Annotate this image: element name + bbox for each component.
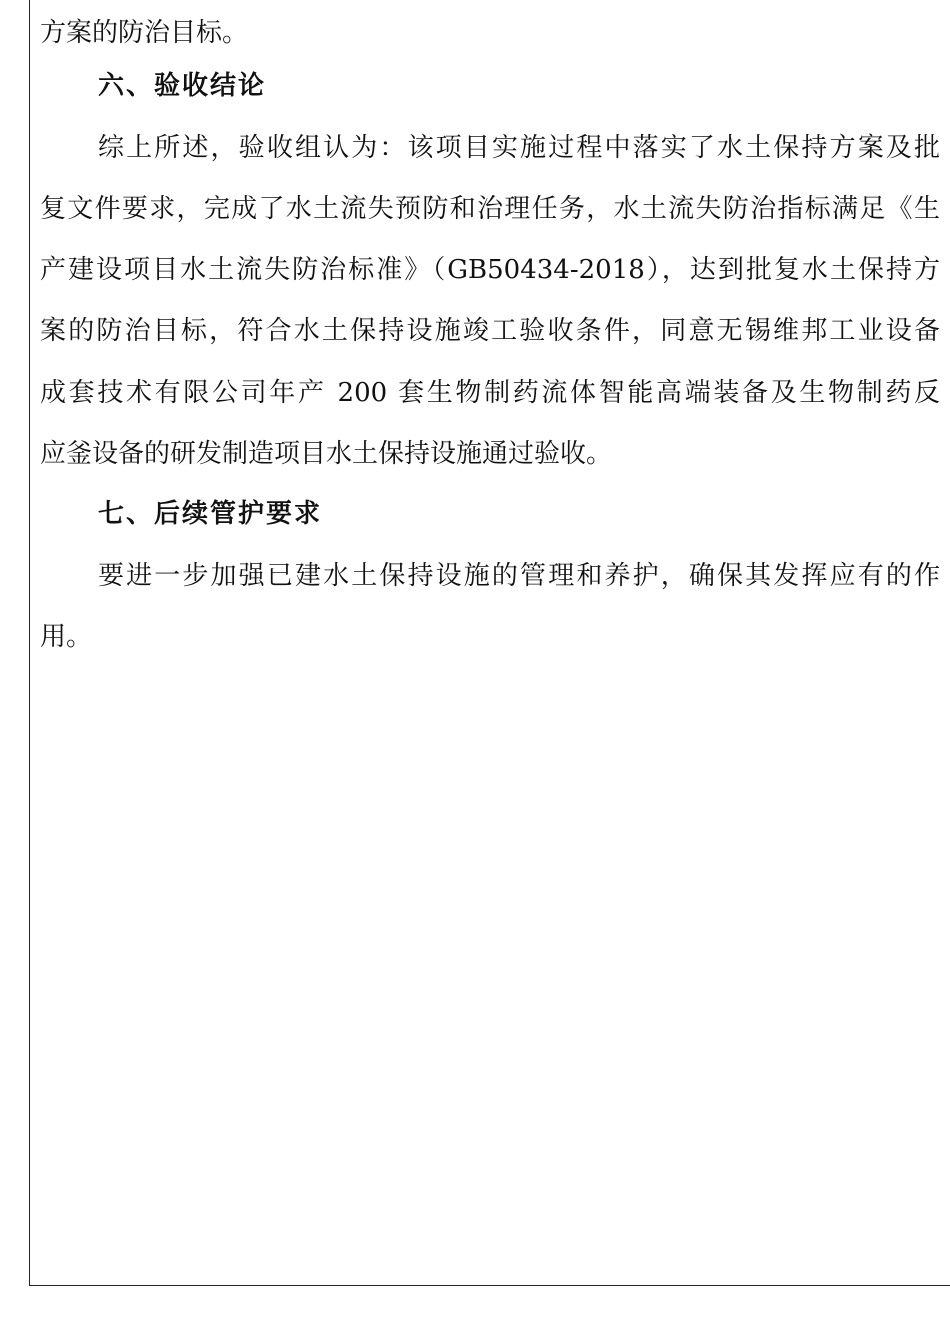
- section-7-line-1: 要进一步加强已建水土保持设施的管理和养护，确保其发挥应有的作: [98, 561, 940, 591]
- section-7-line-2: 用。: [40, 622, 93, 652]
- section-6-line-4: 案的防治目标，符合水土保持设施竣工验收条件，同意无锡维邦工业设备: [40, 316, 940, 346]
- section-6-line-5: 成套技术有限公司年产 200 套生物制药流体智能高端装备及生物制药反: [40, 378, 940, 408]
- page-frame: [29, 0, 950, 1286]
- continued-text: 方案的防治目标。: [40, 18, 249, 48]
- section-6-line-3: 产建设项目水土流失防治标准》（GB50434-2018），达到批复水土保持方: [40, 255, 940, 285]
- section-6-heading: 六、验收结论: [98, 71, 267, 101]
- section-6-line-2: 复文件要求，完成了水土流失预防和治理任务，水土流失防治指标满足《生: [40, 194, 940, 224]
- section-7-heading: 七、后续管护要求: [98, 499, 323, 529]
- section-6-line-1: 综上所述，验收组认为：该项目实施过程中落实了水土保持方案及批: [98, 133, 940, 163]
- section-6-line-6: 应釜设备的研发制造项目水土保持设施通过验收。: [40, 439, 613, 469]
